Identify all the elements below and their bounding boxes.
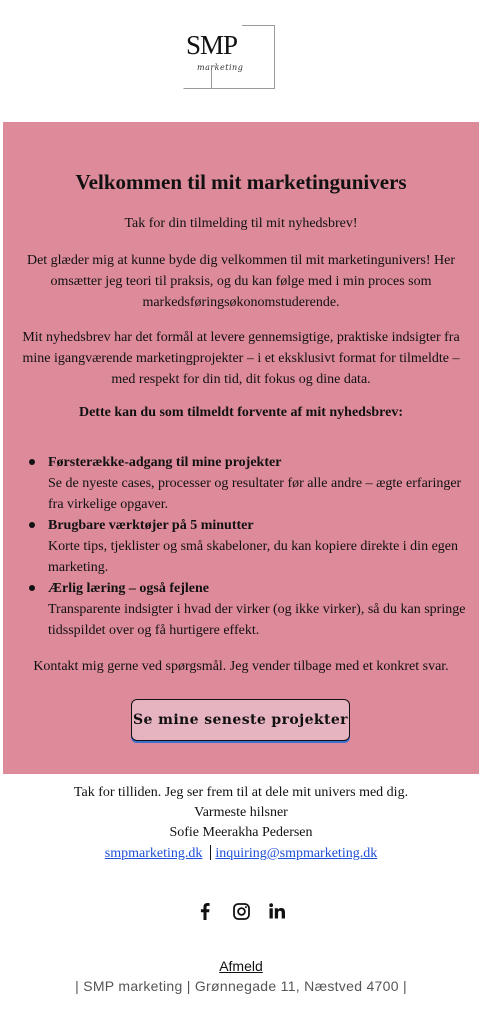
bullet-icon [29, 522, 35, 528]
see-projects-button[interactable]: Se mine seneste projekter [131, 699, 350, 741]
benefits-list [0, 452, 482, 641]
list-item [0, 452, 482, 515]
website-link[interactable]: smpmarketing.dk [104, 846, 203, 861]
purpose-paragraph: Mit nyhedsbrev har det formål at levere gennemsigtige, praktiske indsigter fra mine igangværende marketingprojekter – i et eksklusivt format for tilmeldte – med respekt for din tid, dit fokus og dine data. [22, 330, 460, 387]
welcome-paragraph: Det glæder mig at kunne byde dig velkommen til mit marketingunivers! Her omsætter jeg teori til praksis, og du kan følge med i min proces som markedsføringsøkonomstuderende. [26, 253, 456, 310]
bullet-text: Transparente indsigter i hvad der virker (og ikke virker), så du kan springe tidsspildet over og få hurtigere effekt. [48, 602, 466, 638]
footer-thanks: Tak for tilliden. Jeg ser frem til at dele mit univers med dig. [73, 785, 409, 800]
logo-text: SMP [186, 30, 238, 60]
unsubscribe [0, 958, 482, 974]
unsubscribe-link[interactable]: Afmeld [219, 958, 263, 974]
social-links [0, 902, 482, 920]
footer-greeting: Varmeste hilsner [194, 805, 288, 820]
thanks-text: Tak for din tilmelding til mit nyhedsbrev! [124, 216, 358, 231]
bullet-icon [29, 585, 35, 591]
instagram-icon[interactable] [232, 902, 250, 920]
list-item [0, 578, 482, 641]
list-item [0, 515, 482, 578]
bullet-text: Korte tips, tjeklister og små skabeloner, du kan kopiere direkte i din egen marketing. [48, 539, 458, 575]
linkedin-icon[interactable] [268, 902, 286, 920]
bullet-icon [29, 459, 35, 465]
bullet-title: Førsterække-adgang til mine projekter [48, 455, 282, 470]
bullet-text: Se de nyeste cases, processer og resultater før alle andre – ægte erfaringer fra virkelige opgaver. [48, 476, 462, 512]
link-divider [210, 845, 211, 860]
company-address: | SMP marketing | Grønnegade 11, Næstved 4700 | [75, 978, 407, 994]
headline: Velkommen til mit marketingunivers [75, 170, 407, 194]
logo-subtitle: marketing [197, 63, 244, 72]
footer-signature: Sofie Meerakha Pedersen [169, 825, 313, 840]
bullet-title: Brugbare værktøjer på 5 minutter [48, 518, 254, 533]
facebook-icon[interactable] [196, 902, 214, 920]
bullet-title: Ærlig læring – også fejlene [48, 581, 209, 596]
contact-text: Kontakt mig gerne ved spørgsmål. Jeg vender tilbage med et konkret svar. [33, 659, 449, 674]
footer-links [0, 844, 482, 863]
email-link[interactable]: inquiring@smpmarketing.dk [215, 846, 378, 861]
expect-heading: Dette kan du som tilmeldt forvente af mit nyhedsbrev: [78, 405, 404, 420]
